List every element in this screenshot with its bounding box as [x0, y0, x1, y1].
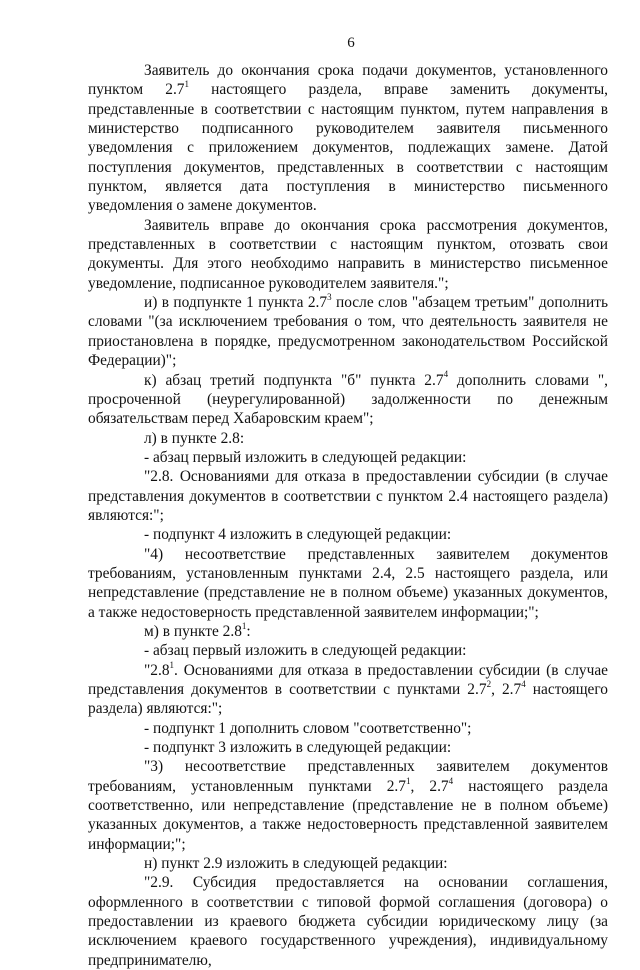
superscript: 1 — [405, 775, 411, 786]
paragraph — [88, 757, 608, 854]
paragraph — [88, 467, 608, 525]
paragraph-text: - подпункт 4 изложить в следующей редакции: — [144, 526, 452, 544]
paragraph — [88, 641, 608, 660]
paragraph — [88, 371, 608, 429]
paragraph-text: "2.8 — [144, 661, 170, 679]
paragraph — [88, 738, 608, 757]
superscript: 3 — [327, 292, 332, 302]
paragraph-text: Заявитель вправе до окончания срока рассмотрения документов, представленных в соответствии с настоящим пунктом, отозвать свои документы. Для этого необходимо направить в министерство письменное уведомление, подписанное руководителем заявителя."; — [88, 216, 608, 292]
superscript: 4 — [448, 775, 454, 786]
paragraph — [88, 525, 608, 544]
superscript: 1 — [169, 659, 175, 670]
paragraph-text: "4) несоответствие представленных заявителем документов требованиям, установленным пунктами 2.4, 2.5 настоящего раздела, или непредставление (представление не в полном объеме) указанных документов, а также недостоверность представленной заявителем информации;"; — [88, 545, 608, 621]
paragraph-text: : — [246, 622, 251, 640]
paragraph-text: н) пункт 2.9 изложить в следующей редакции: — [144, 855, 448, 873]
paragraph — [88, 854, 608, 873]
document-body — [88, 61, 608, 970]
paragraph-text: настоящего раздела) являются:"; — [88, 681, 608, 718]
paragraph-text: - абзац первый изложить в следующей редакции: — [144, 448, 467, 466]
page-number: 6 — [347, 35, 355, 51]
paragraph — [88, 661, 608, 719]
paragraph-text: . Основаниями для отказа в предоставлении субсидии (в случае представления документов в соответствии с пунктами 2.7 — [88, 661, 608, 698]
paragraph — [88, 293, 608, 370]
paragraph-text: настоящего раздела соответственно, или непредставление (представление не в полном объеме) указанных документов, а также недостоверность представленной заявителем информации;"; — [88, 777, 609, 853]
paragraph-text: Заявитель до окончания срока подачи документов, установленного пунктом 2.7 — [88, 62, 608, 99]
superscript: 4 — [521, 678, 526, 689]
paragraph-text: "2.8. Основаниями для отказа в предоставлении субсидии (в случае представления документов в соответствии с пунктом 2.4 настоящего раздела) являются:"; — [88, 468, 608, 524]
paragraph-text: л) в пункте 2.8: — [144, 429, 245, 447]
paragraph-text: - абзац первый изложить в следующей редакции: — [144, 642, 467, 660]
paragraph-text: , 2.7 — [491, 681, 522, 698]
paragraph — [88, 719, 608, 738]
paragraph — [88, 873, 608, 970]
paragraph-text: м) в пункте 2.8 — [144, 622, 242, 640]
paragraph-text: настоящего раздела, вправе заменить документы, представленные в соответствии с настоящим пунктом, путем направления в министерство подписанного руководителем заявителя письменного уведомления с приложением документов, подлежащих замене. Датой поступления документов, представленных в соответствии с настоящим пунктом, является дата поступления в министерство письменного уведомления о замене документов. — [88, 81, 609, 215]
paragraph — [88, 622, 608, 641]
paragraph — [88, 61, 608, 216]
paragraph-text: и) в подпункте 1 пункта 2.7 — [144, 294, 328, 312]
paragraph-text: - подпункт 1 дополнить словом "соответственно"; — [144, 719, 472, 737]
paragraph — [88, 216, 608, 293]
superscript: 4 — [443, 369, 449, 380]
superscript: 1 — [184, 79, 189, 90]
paragraph-text: "2.9. Субсидия предоставляется на основании соглашения, оформленного в соответствии с типовой формой соглашения (договора) о предоставлении из краевого бюджета субсидии юридическому лицу (за исключением краевого государственного учреждения), индивидуальному предпринимателю, — [88, 874, 608, 969]
superscript: 1 — [241, 620, 247, 631]
paragraph-text: - подпункт 3 изложить в следующей редакции: — [144, 739, 452, 757]
paragraph-text: после слов "абзацем третьим" дополнить словами "(за исключением требования о том, что деятельность заявителя не приостановлена в порядке, предусмотренном законодательством Российской Федерации)"; — [88, 294, 608, 370]
paragraph — [88, 448, 608, 467]
superscript: 2 — [486, 678, 492, 689]
paragraph-text: к) абзац третий подпункта "б" пункта 2.7 — [144, 371, 444, 389]
paragraph-text: "3) несоответствие представленных заявителем документов требованиям, установленным пунктами 2.7 — [88, 758, 608, 795]
paragraph — [88, 545, 608, 622]
paragraph-text: дополнить словами ", просроченной (неурегулированной) задолженности по денежным обязательствам перед Хабаровским краем"; — [88, 371, 609, 428]
paragraph — [88, 429, 608, 448]
paragraph-text: , 2.7 — [410, 777, 449, 795]
